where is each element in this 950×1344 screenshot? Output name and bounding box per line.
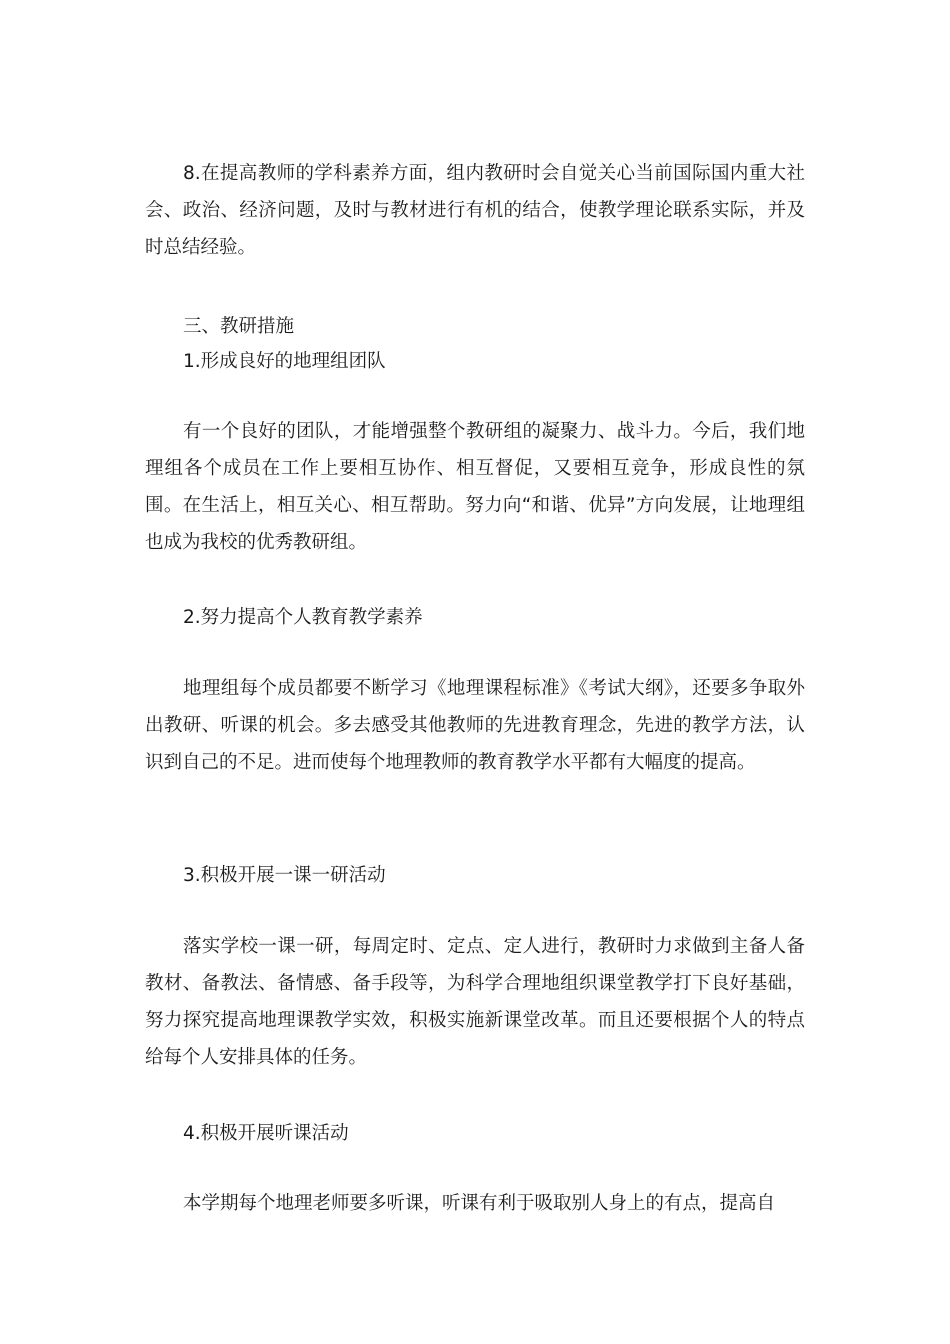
paragraph-subject-literacy: 8.在提高教师的学科素养方面，组内教研时会自觉关心当前国际国内重大社会、政治、经济问题，及时与教材进行有机的结合，使教学理论联系实际，并及时总结经验。 [145, 163, 805, 258]
paragraph-lesson-research: 落实学校一课一研，每周定时、定点、定人进行，教研时力求做到主备人备教材、备教法、备情感、备手段等，为科学合理地组织课堂教学打下良好基础，努力探究提高地理课教学实效，积极实施新课堂改革。而且还要根据个人的特点给每个人安排具体的任务。 [145, 936, 805, 1068]
subheading-lesson-research: 3.积极开展一课一研活动 [183, 865, 386, 886]
paragraph-personal-literacy: 地理组每个成员都要不断学习《地理课程标准》《考试大纲》，还要多争取外出教研、听课的机会。多去感受其他教师的先进教育理念，先进的教学方法，认识到自己的不足。进而使每个地理教师的教育教学水平都有大幅度的提高。 [145, 678, 805, 773]
subheading-team: 1.形成良好的地理组团队 [183, 351, 386, 372]
section-heading-research-measures: 三、教研措施 [183, 316, 295, 337]
subheading-lesson-observation: 4.积极开展听课活动 [183, 1123, 349, 1144]
paragraph-team: 有一个良好的团队，才能增强整个教研组的凝聚力、战斗力。今后，我们地理组各个成员在工作上要相互协作、相互督促，又要相互竞争，形成良性的氛围。在生活上，相互关心、相互帮助。努力向“和谐、优异”方向发展，让地理组也成为我校的优秀教研组。 [145, 421, 805, 553]
subheading-personal-literacy: 2.努力提高个人教育教学素养 [183, 607, 423, 628]
paragraph-lesson-observation: 本学期每个地理老师要多听课，听课有利于吸取别人身上的有点，提高自 [183, 1193, 776, 1214]
